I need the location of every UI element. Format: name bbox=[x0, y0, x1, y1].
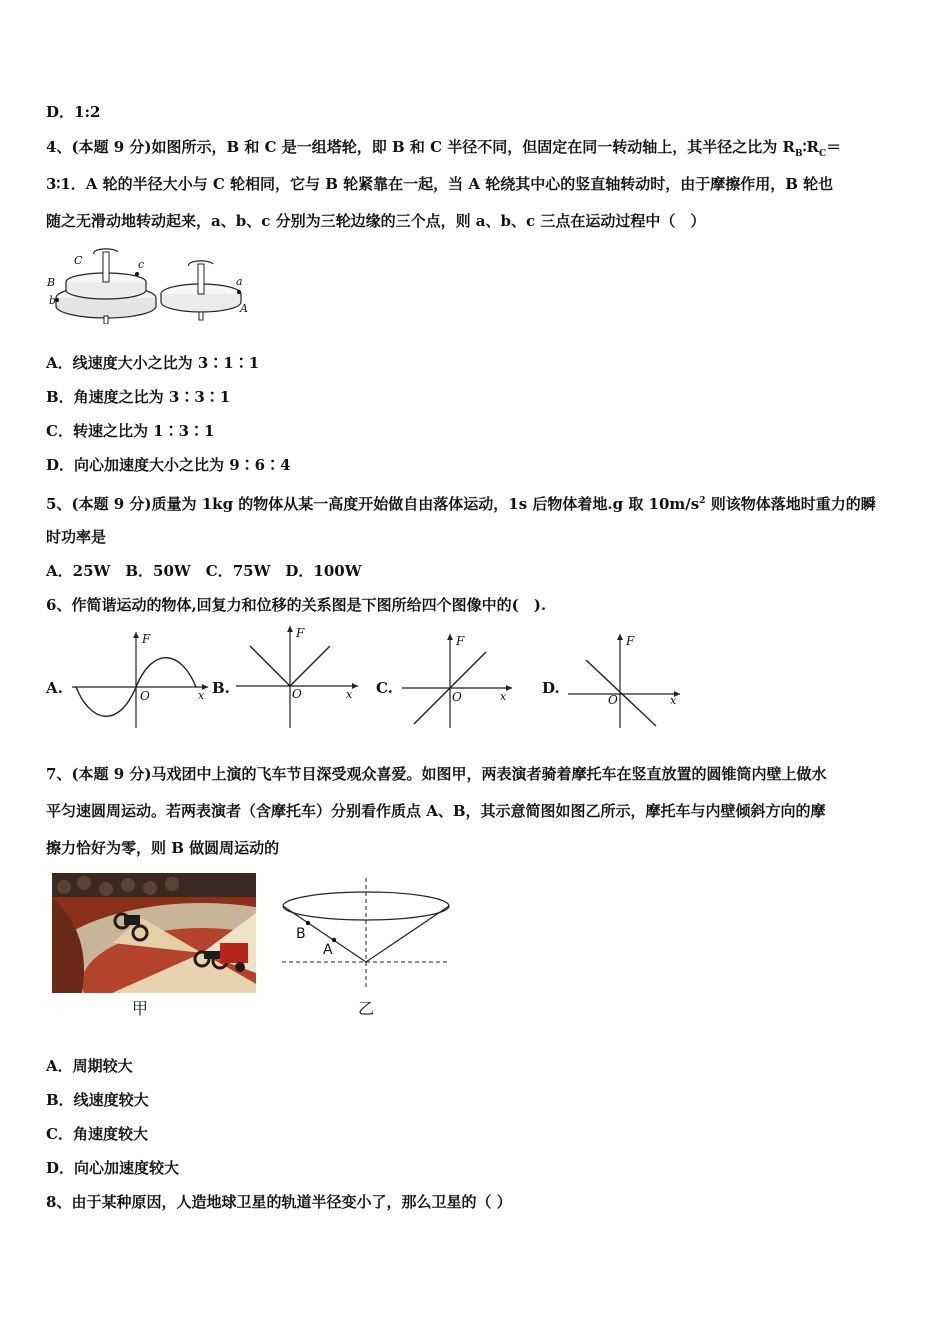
svg-text:x: x bbox=[670, 694, 677, 707]
q4-line-1: 4、(本题 9 分)如图所示，B 和 C 是一组塔轮，即 B 和 C 半径不同，但固定在同一转动轴上，其半径之比为 $R_B∶R_C=$ bbox=[46, 138, 842, 159]
label-b: B bbox=[296, 926, 306, 942]
caption-yi: 乙 bbox=[358, 999, 375, 1018]
q6-line-1: 6、作简谐运动的物体,回复力和位移的关系图是下图所给四个图像中的( ). bbox=[46, 596, 547, 614]
svg-text:F: F bbox=[456, 634, 465, 648]
q4-line-2: 3∶1．A 轮的半径大小与 C 轮相同，它与 B 轮紧靠在一起，当 A 轮绕其中心的竖直轴转动时，由于摩擦作用，B 轮也 bbox=[46, 175, 834, 193]
svg-text:O: O bbox=[292, 687, 302, 701]
label-b-lower: b bbox=[49, 294, 57, 307]
q4-line-3: 随之无滑动地转动起来，a、b、c 分别为三轮边缘的三个点，则 a、b、c 三点在运动过程中（ ） bbox=[46, 212, 706, 230]
q7-line-1: 7、(本题 9 分)马戏团中上演的飞车节目深受观众喜爱。如图甲，两表演者骑着摩托车在竖直放置的圆锥筒内壁上做水 bbox=[46, 765, 827, 783]
label-a: A bbox=[323, 942, 333, 958]
q4-number: 4、 bbox=[46, 138, 72, 156]
svg-text:x: x bbox=[198, 689, 205, 702]
q6-number: 6、 bbox=[46, 596, 72, 614]
q8-number: 8、 bbox=[46, 1193, 72, 1211]
q6-graph-d[interactable] bbox=[568, 632, 682, 730]
q6-graph-a[interactable] bbox=[72, 630, 210, 730]
q5-line-1: 5、(本题 9 分)质量为 1kg 的物体从某一高度开始做自由落体运动，1s 后物体着地.g 取 $10m/s^2$ 则该物体落地时重力的瞬 bbox=[46, 495, 876, 513]
prev-option-d: D．1:2 bbox=[46, 103, 101, 121]
q6-graph-c-label[interactable]: C. bbox=[376, 679, 393, 697]
tower-wheel-figure bbox=[44, 240, 254, 324]
svg-text:x: x bbox=[346, 688, 353, 701]
q6-graph-b[interactable] bbox=[236, 624, 360, 730]
q4-option-c[interactable]: C．转速之比为 1∶3∶1 bbox=[46, 422, 215, 440]
svg-text:O: O bbox=[608, 693, 618, 707]
q6-graph-b-label[interactable]: B. bbox=[212, 679, 230, 697]
q6-graph-a-label[interactable]: A. bbox=[46, 679, 63, 697]
q6-graph-d-label[interactable]: D. bbox=[542, 679, 560, 697]
svg-text:F: F bbox=[626, 634, 635, 648]
q7-option-c[interactable]: C．角速度较大 bbox=[46, 1125, 148, 1143]
q4-option-a[interactable]: A．线速度大小之比为 3∶1∶1 bbox=[46, 354, 260, 372]
caption-jia: 甲 bbox=[132, 999, 149, 1018]
svg-text:O: O bbox=[140, 689, 150, 703]
label-c-lower: c bbox=[138, 258, 145, 271]
label-a-lower: a bbox=[236, 275, 243, 288]
svg-text:x: x bbox=[500, 690, 507, 703]
q7-option-d[interactable]: D．向心加速度较大 bbox=[46, 1159, 180, 1177]
q8-line-1: 8、由于某种原因，人造地球卫星的轨道半径变小了，那么卫星的（ ） bbox=[46, 1193, 512, 1211]
q7-number: 7、 bbox=[46, 765, 72, 783]
q4-option-b[interactable]: B．角速度之比为 3∶3∶1 bbox=[46, 388, 231, 406]
q4-option-d[interactable]: D．向心加速度大小之比为 9∶6∶4 bbox=[46, 456, 291, 474]
q5-line-2: 时功率是 bbox=[46, 528, 107, 546]
circus-photo bbox=[52, 873, 256, 993]
q7-option-b[interactable]: B．线速度较大 bbox=[46, 1091, 149, 1109]
cone-diagram bbox=[276, 876, 456, 990]
q7-line-2: 平匀速圆周运动。若两表演者（含摩托车）分别看作质点 A、B，其示意简图如图乙所示，摩托车与内壁倾斜方向的摩 bbox=[46, 802, 826, 820]
q7-line-3: 擦力恰好为零，则 B 做圆周运动的 bbox=[46, 839, 280, 857]
q5-number: 5、 bbox=[46, 495, 72, 513]
q6-graph-c[interactable] bbox=[402, 632, 514, 730]
svg-text:O: O bbox=[452, 690, 462, 704]
svg-text:F: F bbox=[142, 632, 151, 646]
label-a-upper: A bbox=[240, 302, 248, 315]
label-c-upper: C bbox=[74, 254, 83, 267]
q7-option-a[interactable]: A．周期较大 bbox=[46, 1057, 133, 1075]
svg-text:F: F bbox=[296, 626, 305, 640]
q5-options[interactable]: A．25W B．50W C．75W D．100W bbox=[46, 562, 362, 580]
label-b-upper: B bbox=[47, 276, 56, 289]
